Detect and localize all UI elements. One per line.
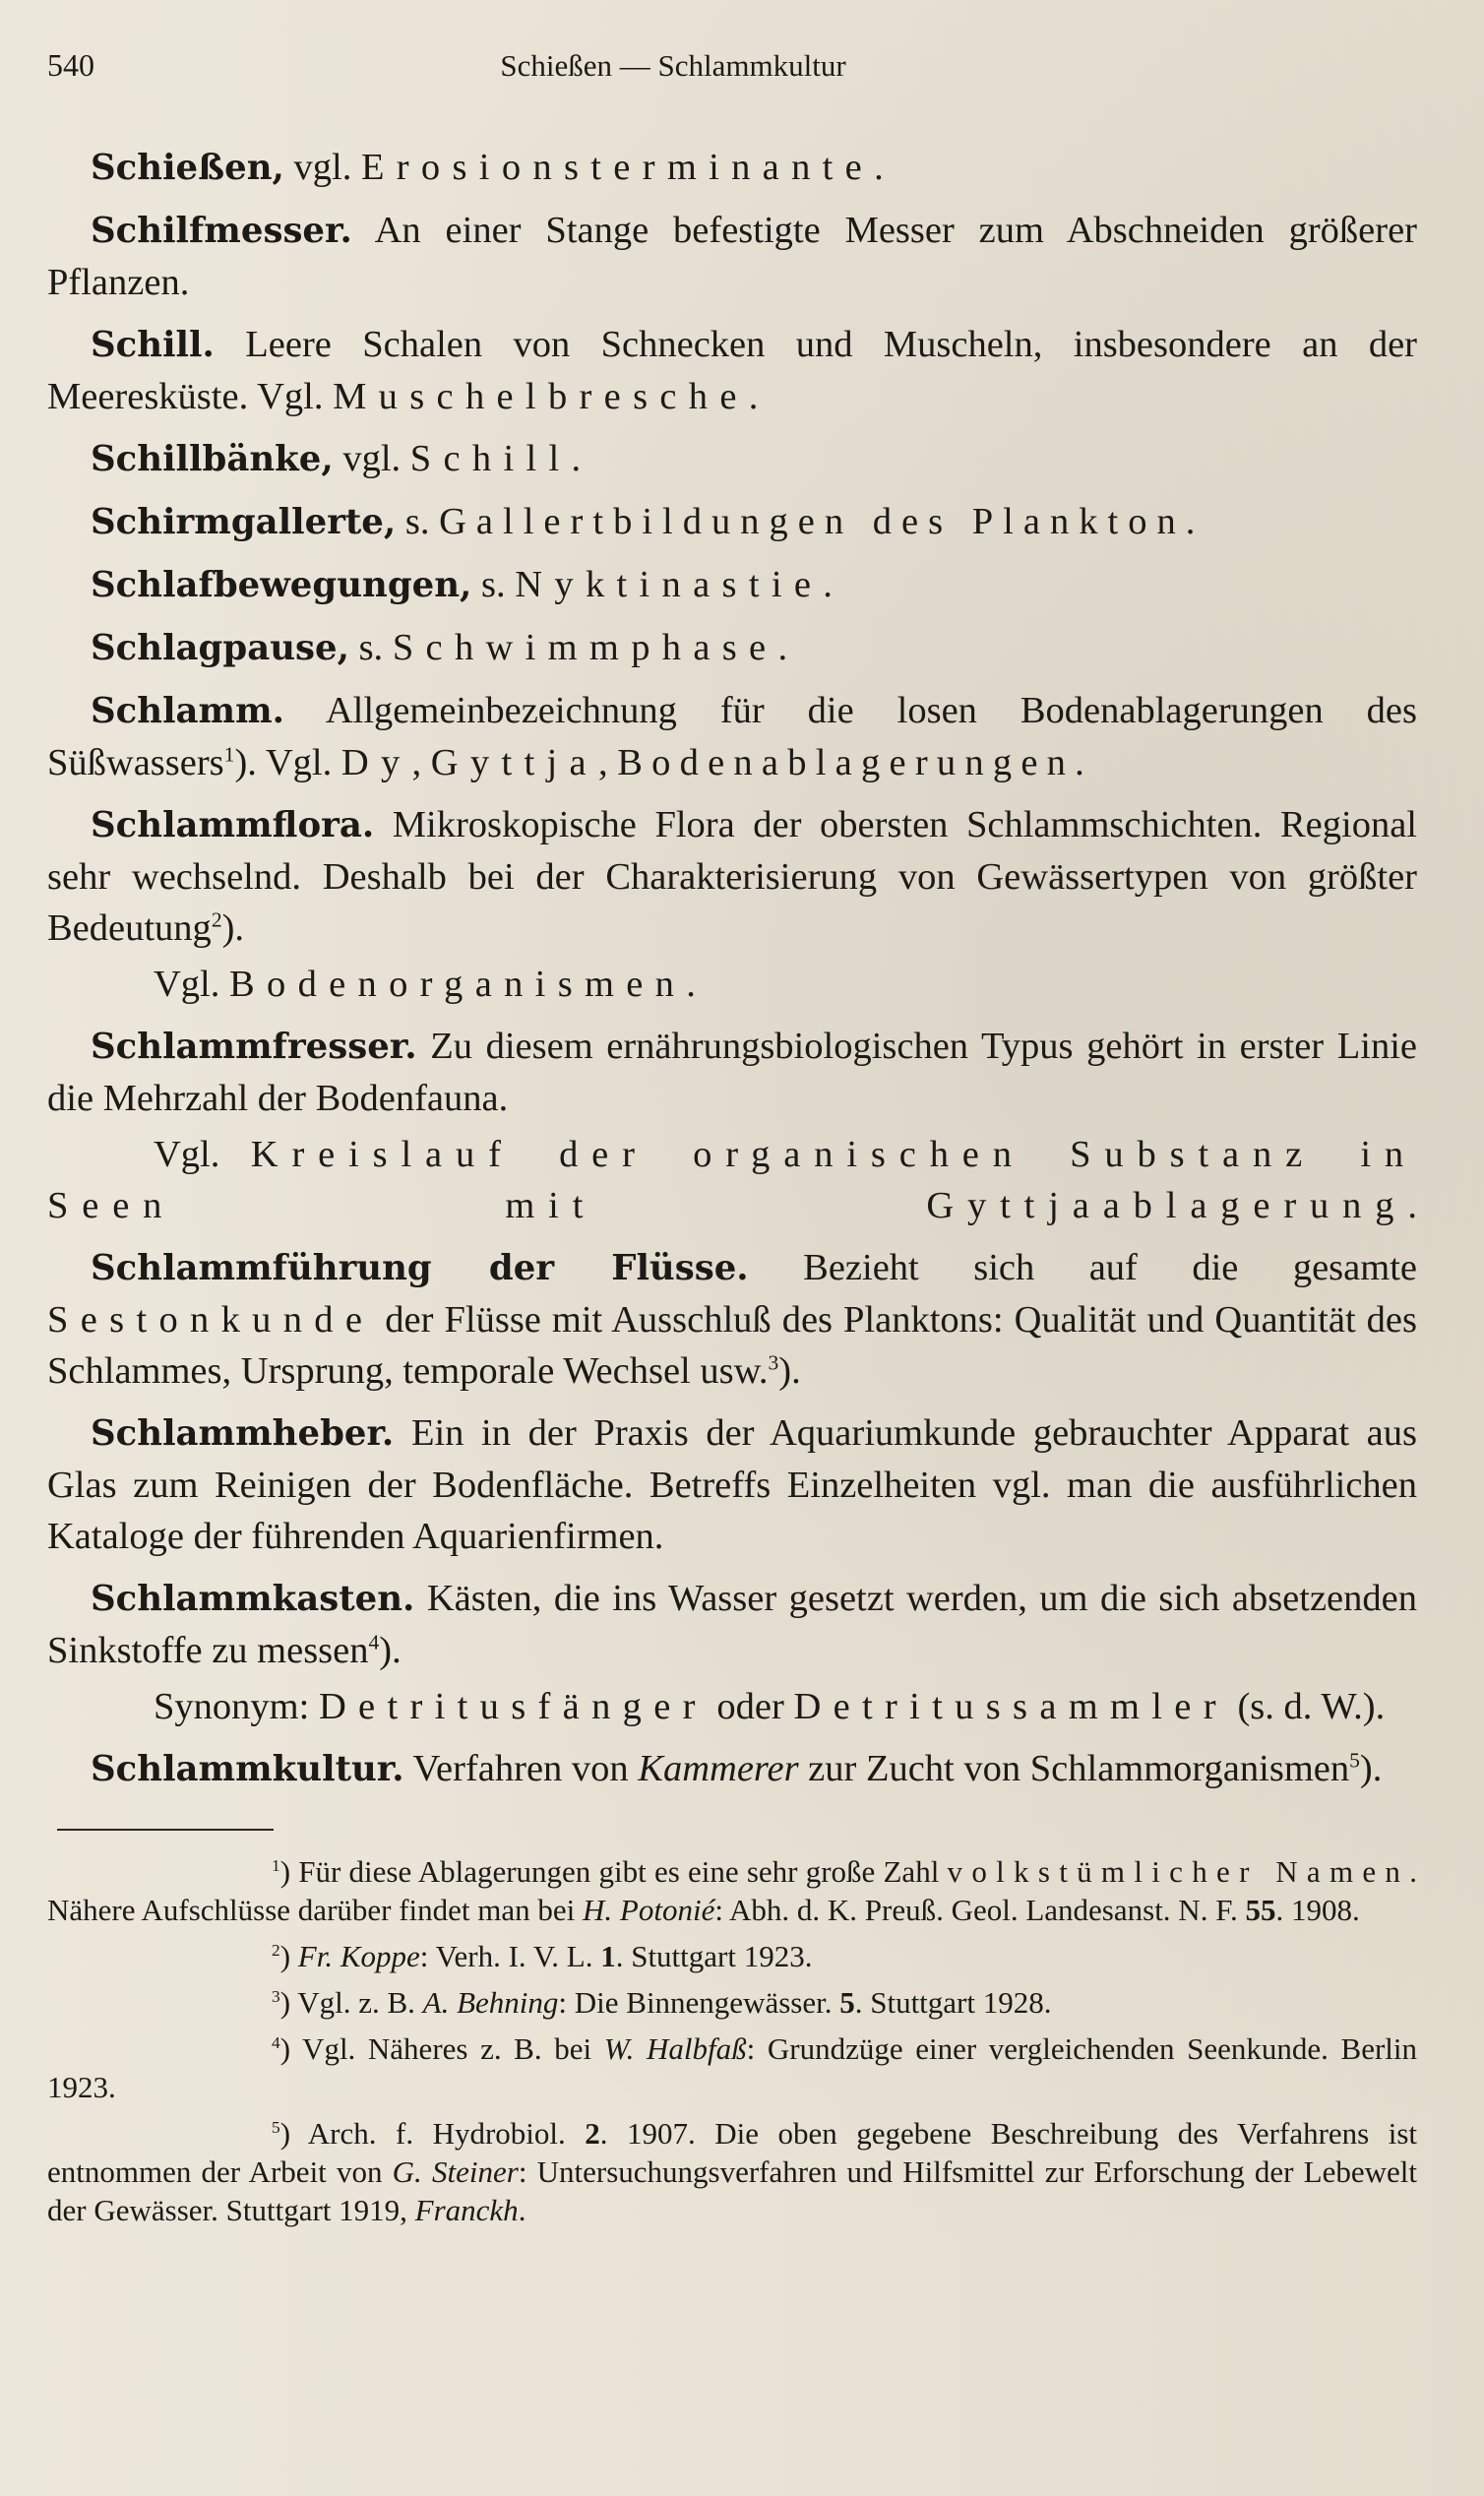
footnote-text: . 1907. Die oben gegebene Beschreibung des Verfahrens ist entnommen der Arbeit von (47, 2116, 1418, 2189)
entry-headword: Schlammkasten. (91, 1579, 415, 1619)
footnote-text: . Stuttgart 1928. (854, 1985, 1052, 2020)
dictionary-entry (47, 1021, 1417, 1124)
entry-text: . (823, 564, 833, 605)
footnote-text: ) Für diese Ablagerungen gibt es eine sehr große Zahl (279, 1854, 948, 1889)
author-name: Kammerer (638, 1748, 799, 1789)
footnote-ref: 4 (368, 1630, 380, 1654)
cross-reference: Bodenablagerungen (617, 742, 1076, 783)
footnote-text: ) Arch. f. Hydrobiol. (279, 2116, 586, 2151)
cross-reference: Detritussammler (793, 1686, 1228, 1727)
footnote-text: . (518, 2193, 526, 2227)
dictionary-entry (47, 559, 1417, 611)
footnote-ref: 5 (1349, 1748, 1360, 1773)
cross-reference: Dy (340, 742, 412, 783)
entry-text: An einer Stange befestigte Messer zum Abschneiden größerer Pflanzen. (47, 210, 1417, 303)
dictionary-entry (47, 685, 1417, 788)
entry-headword: Schießen, (91, 148, 284, 188)
entry-text: . (1185, 501, 1196, 542)
footnote: $^1$) Für diese Ablagerungen gibt es eine sehr große Zahl volkstümlicher Namen. Nähere Aufschlüsse darüber findet man bei H. Potonié: Abh. d. K. Preuß. Geol. Landesanst. N. F. 55. 1908. (47, 1854, 1417, 1927)
dictionary-entry (47, 205, 1417, 308)
page-content (47, 47, 1417, 2237)
cross-reference: Schwimmphase (392, 627, 778, 668)
footnote-ref: 1 (223, 742, 235, 767)
entry-text: Kästen, die ins Wasser gesetzt werden, um die sich absetzenden Sinkstoffe zu messen (47, 1578, 1417, 1671)
entry-text: Verfahren von (403, 1748, 639, 1789)
entry-text: . (748, 376, 759, 417)
footnote-ref: 3 (768, 1350, 779, 1375)
footnote-author: H. Potonié (583, 1893, 715, 1927)
footnote-text: : Verh. I. V. L. (419, 1939, 601, 1973)
cross-reference: Detritusfänger (318, 1686, 708, 1727)
entry-headword: Schlammkultur. (91, 1749, 404, 1789)
footnote-text: : Grundzüge einer vergleichenden Seenkunde. Berlin 1923. (47, 2031, 1417, 2104)
entry-headword: Schlamm. (91, 691, 285, 731)
footnote-author: G. Steiner (392, 2154, 519, 2189)
cross-reference: Schill (409, 438, 572, 479)
entry-headword: Schill. (91, 325, 215, 365)
entry-text: ). (1359, 1748, 1383, 1789)
entry-headword: Schilfmesser. (91, 211, 352, 251)
entry-text: Leere Schalen von Schnecken und Muscheln, insbesondere an der Meeresküste. Vgl. (47, 324, 1417, 417)
entry-text: Synonym: (154, 1686, 319, 1727)
entry-text: , (411, 742, 431, 783)
entry-text: ). (778, 1350, 801, 1392)
footnote-author: Fr. Koppe (297, 1939, 420, 1973)
footnote-author: W. Halbfaß (603, 2031, 747, 2066)
cross-reference: Gyttja (430, 742, 598, 783)
cross-reference: Erosionsterminante (360, 147, 875, 188)
cross-reference: Sestonkunde (47, 1299, 375, 1341)
dictionary-entry-continuation (47, 1681, 1417, 1732)
footnote-text: : Die Binnengewässer. (558, 1985, 840, 2020)
footnote: $^3$) Vgl. z. B. A. Behning: Die Binnengewässer. 5. Stuttgart 1928. (272, 1985, 1052, 2020)
dictionary-entry-continuation (47, 1129, 1417, 1231)
footnote-publisher: Franckh (414, 2193, 519, 2227)
dictionary-entry (47, 433, 1417, 485)
entry-headword: Schlammflora. (91, 805, 375, 845)
entry-text: . (571, 438, 582, 479)
entry-text: (s. d. W.). (1227, 1686, 1386, 1727)
entry-text: ). (379, 1630, 402, 1671)
entry-text: Zu diesem ernährungsbiologischen Typus gehört in erster Linie die Mehrzahl der Bodenfauna. (47, 1026, 1417, 1119)
entry-text: , (597, 742, 618, 783)
entry-headword: Schlammheber. (91, 1413, 395, 1454)
running-title: Schießen — Schlammkultur (500, 48, 846, 83)
footnote-text: . Stuttgart 1923. (615, 1939, 813, 1973)
footnote-text: : Abh. d. K. Preuß. Geol. Landesanst. N. F. (714, 1893, 1246, 1927)
footnote: $^2$) Fr. Koppe: Verh. I. V. L. 1. Stuttgart 1923. (272, 1939, 813, 1973)
footnote-text: . Nähere Aufschlüsse darüber findet man bei (47, 1854, 1417, 1927)
footnote: $^4$) Vgl. Näheres z. B. bei W. Halbfaß: Grundzüge einer vergleichenden Seenkunde. Berlin 1923. (47, 2031, 1417, 2104)
entry-text: s. (471, 564, 516, 605)
entry-text: ). (221, 907, 245, 949)
footnote-text: ) Vgl. z. B. (279, 1985, 423, 2020)
dictionary-entry (47, 1573, 1417, 1676)
footnote-volume: 2 (585, 2116, 600, 2151)
entry-text: . (1407, 1185, 1417, 1226)
entry-text: . (686, 964, 696, 1005)
entry-text: zur Zucht von Schlammorganismen (798, 1748, 1350, 1789)
dictionary-entry (47, 622, 1417, 674)
entry-headword: Schlammfresser. (91, 1027, 417, 1067)
dictionary-entry (47, 1242, 1417, 1397)
dictionary-entry (47, 799, 1417, 954)
dictionary-entry (47, 1743, 1417, 1795)
dictionary-entry (47, 1407, 1417, 1562)
cross-reference: Bodenorganismen (229, 964, 687, 1005)
entry-text: vgl. (333, 438, 410, 479)
footnote: $^5$) Arch. f. Hydrobiol. 2. 1907. Die oben gegebene Beschreibung des Verfahrens ist entnommen der Arbeit von G. Steiner: Untersuchungsverfahren und Hilfsmittel zur Erforschung der Lebewelt der Gewässer. Stuttgart 1919, Franckh. (47, 2116, 1418, 2227)
cross-reference: Gallertbildungen des Plankton (439, 501, 1186, 542)
dictionary-entry-continuation (47, 959, 1417, 1010)
page-number: 540 (47, 47, 94, 83)
cross-reference: Kreislauf der organischen Substanz in Seen mit Gyttjaablagerung (47, 1134, 1417, 1226)
entry-text: Mikroskopische Flora der obersten Schlammschichten. Regional sehr wechselnd. Deshalb bei der Charakterisierung von Gewässertypen von größter Bedeutung (47, 804, 1417, 949)
entry-text: der Flüsse mit Ausschluß des Planktons: Qualität und Quantität des Schlammes, Ursprung, temporale Wechsel usw. (47, 1299, 1417, 1392)
dictionary-entry (47, 496, 1417, 548)
footnote-volume: 55 (1245, 1893, 1276, 1927)
footnote-text: ) Vgl. Näheres z. B. bei (279, 2031, 604, 2066)
footnote-spaced-text: volkstümlicher Namen (947, 1854, 1410, 1889)
entry-text: Bezieht sich auf die gesamte (748, 1247, 1417, 1288)
entry-headword: Schlafbewegungen, (91, 565, 472, 605)
entry-headword: Schirmgallerte, (91, 502, 397, 542)
footnote-rule (57, 1829, 274, 1831)
entry-headword: Schillbänke, (91, 439, 334, 479)
footnote-volume: 5 (839, 1985, 855, 2020)
dictionary-entry (47, 319, 1417, 422)
entry-text: s. (348, 627, 393, 668)
running-head (47, 47, 1417, 106)
entry-text: . (1075, 742, 1084, 783)
cross-reference: Nyktinastie (515, 564, 824, 605)
footnote-author: A. Behning (422, 1985, 559, 2020)
entry-text: . (874, 147, 884, 188)
entry-text: Ein in der Praxis der Aquariumkunde gebrauchter Apparat aus Glas zum Reinigen der Bodenfläche. Betreffs Einzelheiten vgl. man die ausführlichen Kataloge der führenden Aquarienfirmen. (47, 1412, 1417, 1557)
footnote-volume: 1 (600, 1939, 616, 1973)
entry-text: . (777, 627, 788, 668)
entry-text: Vgl. (154, 964, 229, 1005)
entry-headword: Schlammführung der Flüsse. (91, 1248, 749, 1288)
entry-text: vgl. (283, 147, 361, 188)
entry-text: Vgl. (154, 1134, 251, 1175)
entry-text: s. (396, 501, 440, 542)
footnote-ref: 2 (211, 907, 222, 932)
footnote-text: ) (279, 1939, 298, 1973)
footnote-text: : Untersuchungsverfahren und Hilfsmittel zur Erforschung der Lebewelt der Gewässer. Stuttgart 1919, (47, 2154, 1417, 2227)
entry-text: oder (707, 1686, 794, 1727)
entry-text: ). Vgl. (234, 742, 341, 783)
entry-text: Allgemeinbezeichnung für die losen Bodenablagerungen des Süßwassers (47, 690, 1417, 783)
entry-headword: Schlagpause, (91, 628, 349, 668)
footnote-text: . 1908. (1275, 1893, 1360, 1927)
cross-reference: Muschelbresche (333, 376, 749, 417)
dictionary-entry (47, 142, 1417, 194)
